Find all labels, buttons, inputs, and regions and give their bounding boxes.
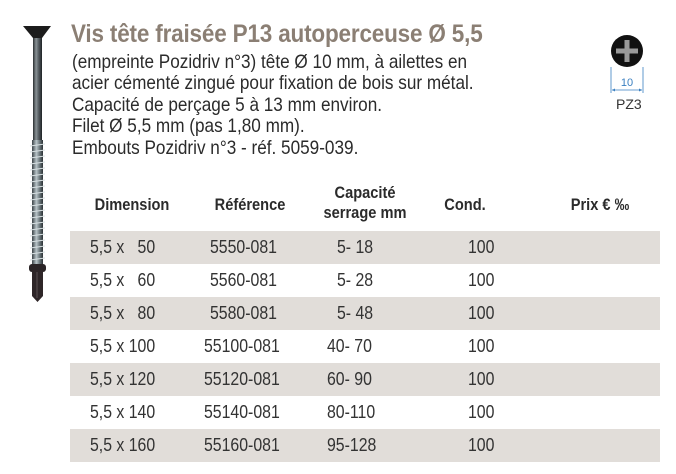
product-description — [72, 52, 474, 159]
table-row — [70, 429, 660, 462]
cell-capacity: 60- 90 — [327, 369, 372, 389]
header-capacity-line1: Capacité — [334, 183, 396, 202]
description-line: (empreinte Pozidriv n°3) tête Ø 10 mm, à ailettes en — [72, 51, 468, 73]
cell-cond: 100 — [468, 270, 495, 290]
table-row — [70, 363, 660, 396]
description-line: Capacité de perçage 5 à 13 mm environ. — [72, 93, 383, 116]
cell-cond: 100 — [468, 237, 495, 257]
header-capacity — [318, 183, 413, 223]
cell-dimension: 5,5 x 80 — [90, 303, 156, 323]
head-diameter-label: 10 — [620, 77, 634, 89]
table-header — [70, 180, 660, 230]
cell-reference: 55100-081 — [204, 336, 280, 356]
drive-type-label: PZ3 — [616, 96, 642, 112]
cell-reference: 5580-081 — [210, 303, 277, 323]
cell-cond: 100 — [468, 435, 495, 455]
cell-dimension: 5,5 x 140 — [90, 402, 156, 422]
description-line: Filet Ø 5,5 mm (pas 1,80 mm). — [72, 115, 305, 138]
cell-cond: 100 — [468, 369, 495, 389]
table-row — [70, 297, 660, 330]
cell-dimension: 5,5 x 120 — [90, 369, 156, 389]
screw-illustration — [0, 0, 60, 320]
cell-reference: 5560-081 — [210, 270, 277, 290]
cell-capacity: 5- 48 — [337, 303, 374, 323]
table-row — [70, 264, 660, 297]
header-dimension: Dimension — [94, 195, 170, 214]
header-cond: Cond. — [444, 195, 486, 214]
header-reference: Référence — [214, 195, 286, 214]
cell-cond: 100 — [468, 303, 495, 323]
product-title: Vis tête fraisée P13 autoperceuse Ø 5,5 — [71, 20, 483, 48]
cell-capacity: 40- 70 — [327, 336, 372, 356]
header-price: Prix € ‰ — [570, 195, 630, 214]
table-row — [70, 330, 660, 363]
cell-dimension: 5,5 x 50 — [90, 237, 156, 257]
cell-reference: 55160-081 — [204, 435, 280, 455]
cell-capacity: 5- 28 — [337, 270, 374, 290]
table-row — [70, 231, 660, 264]
cell-dimension: 5,5 x 60 — [90, 270, 156, 290]
cell-reference: 55140-081 — [204, 402, 280, 422]
table-row — [70, 396, 660, 429]
cell-reference: 55120-081 — [204, 369, 280, 389]
cell-dimension: 5,5 x 100 — [90, 336, 156, 356]
cell-cond: 100 — [468, 402, 495, 422]
cell-capacity: 80-110 — [327, 402, 376, 422]
cell-capacity: 5- 18 — [337, 237, 374, 257]
header-capacity-line2: serrage mm — [323, 203, 407, 222]
cell-cond: 100 — [468, 336, 495, 356]
cell-dimension: 5,5 x 160 — [90, 435, 156, 455]
description-line: Embouts Pozidriv n°3 - réf. 5059-039. — [72, 136, 359, 159]
description-line: acier cémenté zingué pour fixation de bois sur métal. — [72, 72, 474, 95]
cell-reference: 5550-081 — [210, 237, 277, 257]
cell-capacity: 95-128 — [327, 435, 377, 455]
product-table — [70, 231, 660, 462]
